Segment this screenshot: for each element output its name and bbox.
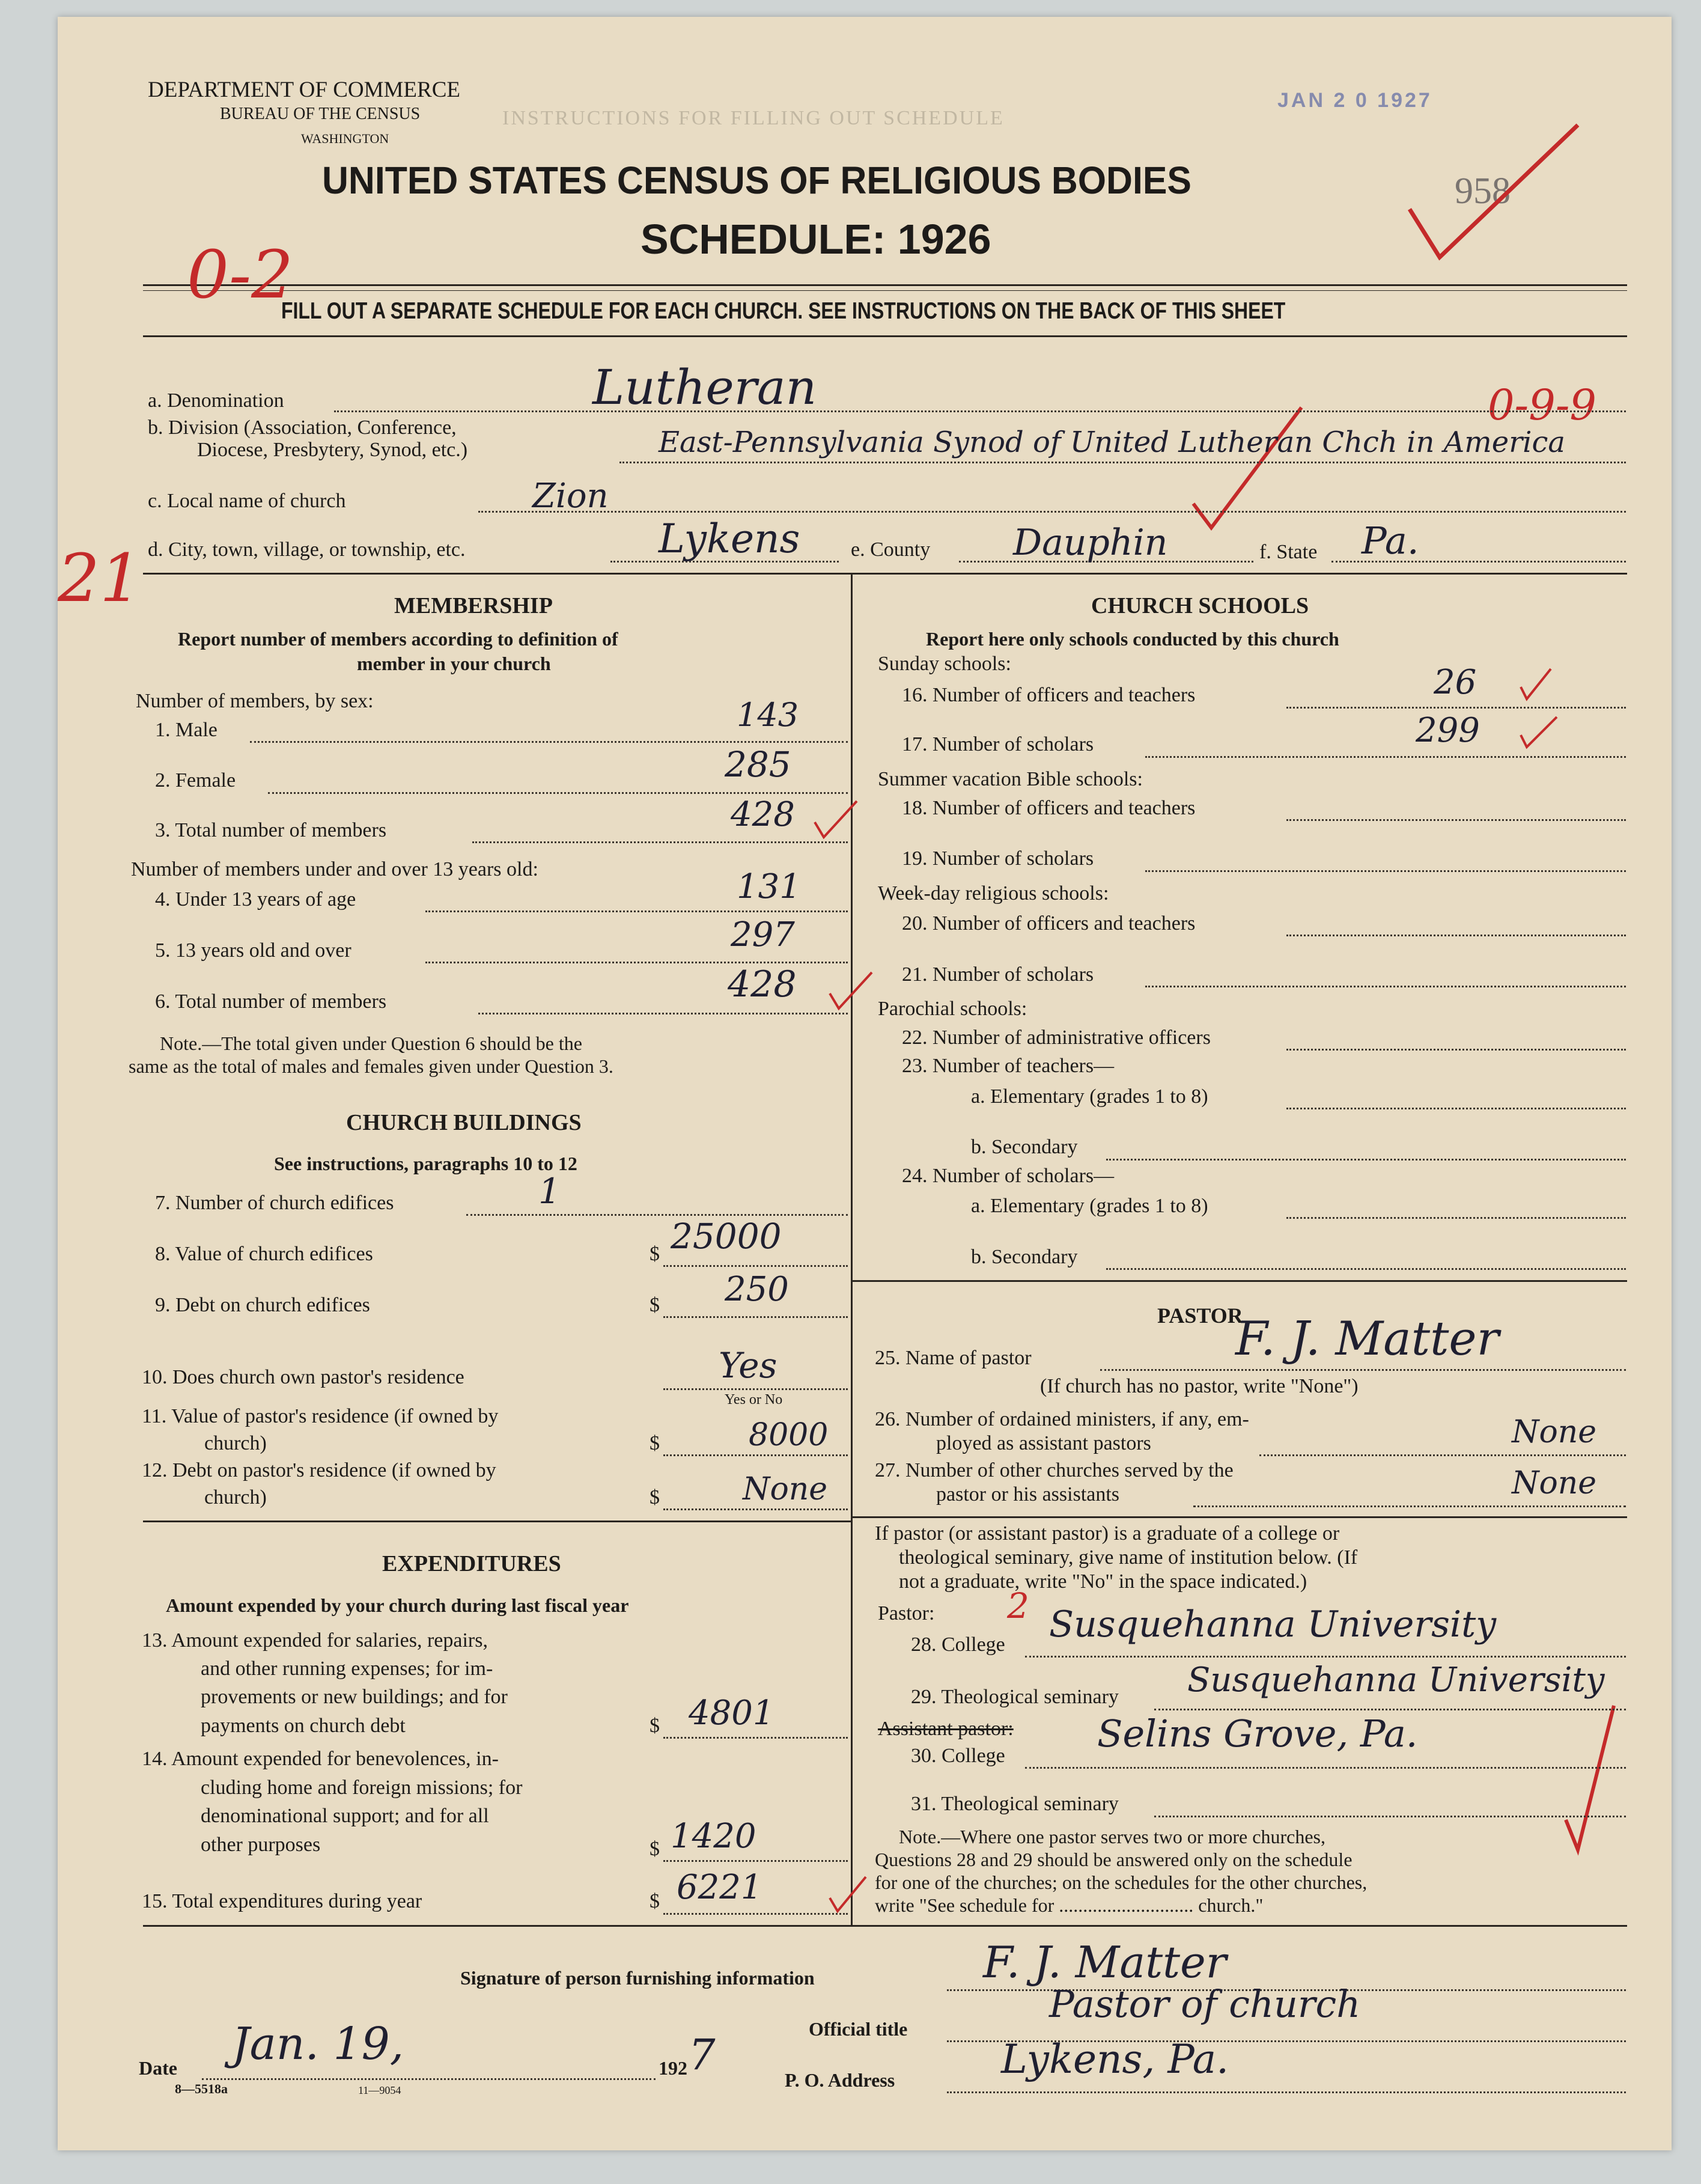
dept-heading: DEPARTMENT OF COMMERCE [148,78,460,102]
q8-label: 8. Value of church edifices [155,1243,373,1265]
q31-field[interactable] [1154,1816,1626,1817]
q23a-label: a. Elementary (grades 1 to 8) [971,1085,1208,1108]
q16-field[interactable] [1286,707,1626,709]
official-title-value[interactable]: Pastor of church [1049,1982,1361,2026]
q8-dollar: $ [650,1243,660,1265]
pastor-note-1: Note.—Where one pastor serves two or more churches, [899,1826,1325,1847]
q21-field[interactable] [1145,986,1626,987]
q18-label: 18. Number of officers and teachers [902,797,1196,819]
back-bleed-title: INSTRUCTIONS FOR FILLING OUT SCHEDULE [502,107,1005,129]
q13-label-4: payments on church debt [201,1715,406,1737]
county-label: e. County [851,538,931,561]
schools-sub: Report here only schools conducted by this church [926,628,1339,650]
county-value[interactable]: Dauphin [1013,522,1168,564]
q11-value[interactable]: 8000 [749,1417,829,1453]
footer-rule [143,1925,1627,1927]
q1-field[interactable] [250,741,848,743]
q24b-label: b. Secondary [971,1246,1078,1268]
form-code: 8—5518a [175,2081,228,2096]
bureau-heading: BUREAU OF THE CENSUS [220,105,421,123]
membership-note-2: same as the total of males and females given under Question 3. [129,1055,613,1077]
form-number: 958 [1455,171,1511,212]
membership-heading: MEMBERSHIP [394,593,553,618]
year-value[interactable]: 7 [689,2030,716,2079]
header-rule-2 [143,290,1627,291]
q14-label-2: cluding home and foreign missions; for [201,1777,523,1799]
q22-field[interactable] [1286,1049,1626,1051]
q9-value[interactable]: 250 [725,1270,789,1309]
q5-value[interactable]: 297 [731,915,795,954]
q23a-field[interactable] [1286,1108,1626,1109]
page-title: UNITED STATES CENSUS OF RELIGIOUS BODIES [322,159,1191,202]
code-top-annotation: 0-2 [187,236,294,313]
header-rule-1 [143,284,1627,286]
check-mark-right-margin-icon [1560,1700,1620,1856]
q20-field[interactable] [1286,935,1626,936]
official-title-label: Official title [809,2018,908,2040]
summer-schools-label: Summer vacation Bible schools: [878,768,1143,790]
members-by-sex-label: Number of members, by sex: [136,690,374,712]
q26-field[interactable] [1259,1454,1626,1456]
q11-label-2: church) [204,1432,267,1454]
q19-field[interactable] [1145,870,1626,872]
date-field[interactable] [202,2078,656,2080]
q14-value[interactable]: 1420 [671,1817,756,1856]
po-address-field[interactable] [947,2091,1626,2093]
q31-label: 31. Theological seminary [911,1793,1119,1815]
q24a-label: a. Elementary (grades 1 to 8) [971,1195,1208,1217]
q12-field[interactable] [663,1508,848,1510]
q24b-field[interactable] [1106,1268,1626,1270]
pastor-rule [851,1516,1627,1518]
q15-check-icon [827,1874,869,1916]
q15-value[interactable]: 6221 [677,1868,762,1907]
buildings-heading: CHURCH BUILDINGS [346,1110,582,1135]
buildings-sub: See instructions, paragraphs 10 to 12 [274,1153,577,1174]
membership-sub-1: Report number of members according to definition of [178,628,618,650]
q3-field[interactable] [472,841,848,843]
membership-sub-2: member in your church [357,653,551,674]
header-rule-3 [143,335,1627,337]
q26-value[interactable]: None [1512,1414,1597,1450]
q5-label: 5. 13 years old and over [155,939,351,962]
pastor-heading: PASTOR [1157,1304,1243,1328]
schools-heading: CHURCH SCHOOLS [1091,593,1309,618]
q17-value[interactable]: 299 [1416,711,1480,750]
q23b-field[interactable] [1106,1159,1626,1161]
q17-field[interactable] [1145,756,1626,758]
graduate-instruction-3: not a graduate, write "No" in the space indicated.) [899,1570,1307,1593]
q6-check-icon [827,969,875,1011]
po-address-value[interactable]: Lykens, Pa. [1001,2036,1229,2082]
state-label: f. State [1259,541,1318,563]
q6-value[interactable]: 428 [728,963,797,1005]
pastor-subheading: Pastor: [878,1602,935,1624]
q28-field[interactable] [1025,1656,1626,1658]
q4-label: 4. Under 13 years of age [155,888,356,911]
q14-label-1: 14. Amount expended for benevolences, in- [142,1748,499,1770]
q9-field[interactable] [663,1316,848,1318]
division-value[interactable]: East-Pennsylvania Synod of United Lutheran Chch in America [659,426,1565,459]
q16-value[interactable]: 26 [1434,663,1477,702]
q25-hint: (If church has no pastor, write "None") [1040,1375,1359,1397]
signature-value[interactable]: F. J. Matter [983,1937,1227,1987]
q13-label-3: provements or new buildings; and for [201,1686,508,1708]
q25-label: 25. Name of pastor [875,1347,1032,1369]
q22-label: 22. Number of administrative officers [902,1026,1211,1049]
q23-label: 23. Number of teachers— [902,1055,1115,1077]
q19-label: 19. Number of scholars [902,847,1094,870]
q7-label: 7. Number of church edifices [155,1192,394,1214]
code-right-annotation: 0-9-9 [1488,380,1596,430]
q29-value[interactable]: Susquehanna University [1187,1661,1605,1700]
pastor-red-mark: 2 [1007,1585,1029,1626]
q17-check-icon [1518,714,1560,750]
q16-label: 16. Number of officers and teachers [902,684,1196,706]
q29-field[interactable] [1154,1709,1626,1710]
q8-value[interactable]: 25000 [671,1216,782,1257]
year-prefix: 192 [659,2057,687,2079]
q10-label: 10. Does church own pastor's residence [142,1366,464,1388]
q14-dollar: $ [650,1838,660,1860]
city-heading: WASHINGTON [301,131,389,146]
q10-field[interactable] [663,1388,848,1390]
weekday-schools-label: Week-day religious schools: [878,882,1109,904]
q27-value[interactable]: None [1512,1465,1597,1501]
schools-rule [851,1280,1627,1282]
q26-label-2: ployed as assistant pastors [936,1432,1151,1454]
q14-field[interactable] [663,1860,848,1862]
q8-field[interactable] [663,1265,848,1267]
top-fields-rule [143,573,1627,575]
q18-field[interactable] [1286,819,1626,821]
q12-label-2: church) [204,1486,267,1508]
q2-value[interactable]: 285 [725,744,791,785]
denomination-field[interactable] [334,410,1626,412]
q3-check-icon [812,798,860,840]
division-field[interactable] [619,462,1626,463]
graduate-instruction-2: theological seminary, give name of institution below. (If [899,1546,1358,1569]
age-heading: Number of members under and over 13 years old: [131,858,538,880]
date-value[interactable]: Jan. 19, [232,2018,404,2070]
signature-label: Signature of person furnishing information [460,1967,815,1989]
q16-check-icon [1518,666,1554,702]
q13-label-1: 13. Amount expended for salaries, repairs, [142,1629,488,1652]
q7-value[interactable]: 1 [538,1171,561,1212]
q6-field[interactable] [478,1013,848,1014]
local-name-field[interactable] [478,511,1626,513]
q14-label-3: denominational support; and for all [201,1805,489,1827]
q12-dollar: $ [650,1486,660,1508]
expenditures-sub: Amount expended by your church during last fiscal year [166,1594,629,1616]
check-mark-division-icon [1187,401,1307,534]
q4-field[interactable] [425,911,848,912]
q12-label-1: 12. Debt on pastor's residence (if owned by [142,1459,496,1481]
q3-value[interactable]: 428 [731,795,795,834]
q1-label: 1. Male [155,719,218,741]
denomination-label: a. Denomination [148,389,284,412]
division-label-2: Diocese, Presbytery, Synod, etc.) [197,439,468,461]
expenditures-heading: EXPENDITURES [382,1551,561,1576]
census-schedule-sheet [58,17,1672,2150]
graduate-instruction-1: If pastor (or assistant pastor) is a graduate of a college or [875,1522,1340,1545]
state-value[interactable]: Pa. [1362,519,1419,563]
q10-value[interactable]: Yes [719,1345,777,1386]
city-label: d. City, town, village, or township, etc. [148,538,466,561]
q21-label: 21. Number of scholars [902,963,1094,986]
q28-value[interactable]: Susquehanna University [1049,1603,1497,1646]
city-value[interactable]: Lykens [659,516,800,562]
q24-label: 24. Number of scholars— [902,1165,1115,1187]
membership-note-1: Note.—The total given under Question 6 should be the [160,1033,582,1054]
q24a-field[interactable] [1286,1217,1626,1219]
schedule-title: SCHEDULE: 1926 [641,216,991,263]
q2-field[interactable] [268,792,848,794]
q6-label: 6. Total number of members [155,990,387,1013]
sunday-schools-label: Sunday schools: [878,653,1011,675]
po-address-label: P. O. Address [785,2069,895,2091]
q15-field[interactable] [663,1913,848,1915]
q28-label: 28. College [911,1633,1005,1656]
column-divider [851,573,853,1925]
pastor-note-4: write "See schedule for ............................ church." [875,1894,1264,1916]
q13-field[interactable] [663,1737,848,1739]
q27-label-1: 27. Number of other churches served by the [875,1459,1234,1481]
q25-field[interactable] [1100,1369,1626,1371]
date-label: Date [139,2057,177,2079]
buildings-rule [143,1521,851,1522]
margin-number-annotation: 21 [58,540,142,617]
q26-label-1: 26. Number of ordained ministers, if any, em- [875,1408,1249,1430]
q15-label: 15. Total expenditures during year [142,1890,422,1912]
print-code: 11—9054 [358,2084,401,2096]
q4-value[interactable]: 131 [737,867,801,906]
check-mark-top-icon [1404,119,1584,269]
q11-dollar: $ [650,1432,660,1454]
q13-label-2: and other running expenses; for im- [201,1658,493,1680]
q14-label-4: other purposes [201,1834,321,1856]
q7-field[interactable] [466,1214,848,1216]
q30-field[interactable] [1025,1767,1626,1769]
pastor-note-2: Questions 28 and 29 should be answered only on the schedule [875,1849,1353,1870]
local-name-value[interactable]: Zion [532,477,609,516]
denomination-value[interactable]: Lutheran [592,359,817,415]
q30-label: 30. College [911,1745,1005,1767]
separate-schedule-instruction: FILL OUT A SEPARATE SCHEDULE FOR EACH CHURCH. SEE INSTRUCTIONS ON THE BACK OF THIS SHEET [281,298,1286,324]
q11-label-1: 11. Value of pastor's residence (if owned by [142,1405,499,1427]
q27-field[interactable] [1193,1505,1626,1507]
q9-dollar: $ [650,1294,660,1316]
q30-value[interactable]: Selins Grove, Pa. [1097,1712,1418,1755]
q11-field[interactable] [663,1454,848,1456]
q13-value[interactable]: 4801 [689,1694,774,1733]
q20-label: 20. Number of officers and teachers [902,912,1196,935]
assistant-pastor-subheading: Assistant pastor: [878,1718,1014,1740]
q27-label-2: pastor or his assistants [936,1483,1120,1505]
q3-label: 3. Total number of members [155,819,387,841]
q25-value[interactable]: F. J. Matter [1235,1312,1499,1366]
parochial-schools-label: Parochial schools: [878,998,1027,1020]
received-stamp: JAN 2 0 1927 [1277,89,1432,112]
q9-label: 9. Debt on church edifices [155,1294,370,1316]
q1-value[interactable]: 143 [737,696,799,734]
q13-dollar: $ [650,1715,660,1737]
q2-label: 2. Female [155,769,236,792]
q17-label: 17. Number of scholars [902,733,1094,755]
division-label-1: b. Division (Association, Conference, [148,416,457,439]
q12-value[interactable]: None [743,1471,828,1507]
pastor-note-3: for one of the churches; on the schedules for the other churches, [875,1871,1368,1893]
q29-label: 29. Theological seminary [911,1686,1119,1708]
local-name-label: c. Local name of church [148,490,346,512]
q23b-label: b. Secondary [971,1136,1078,1158]
q15-dollar: $ [650,1890,660,1912]
q10-hint: Yes or No [725,1392,783,1408]
